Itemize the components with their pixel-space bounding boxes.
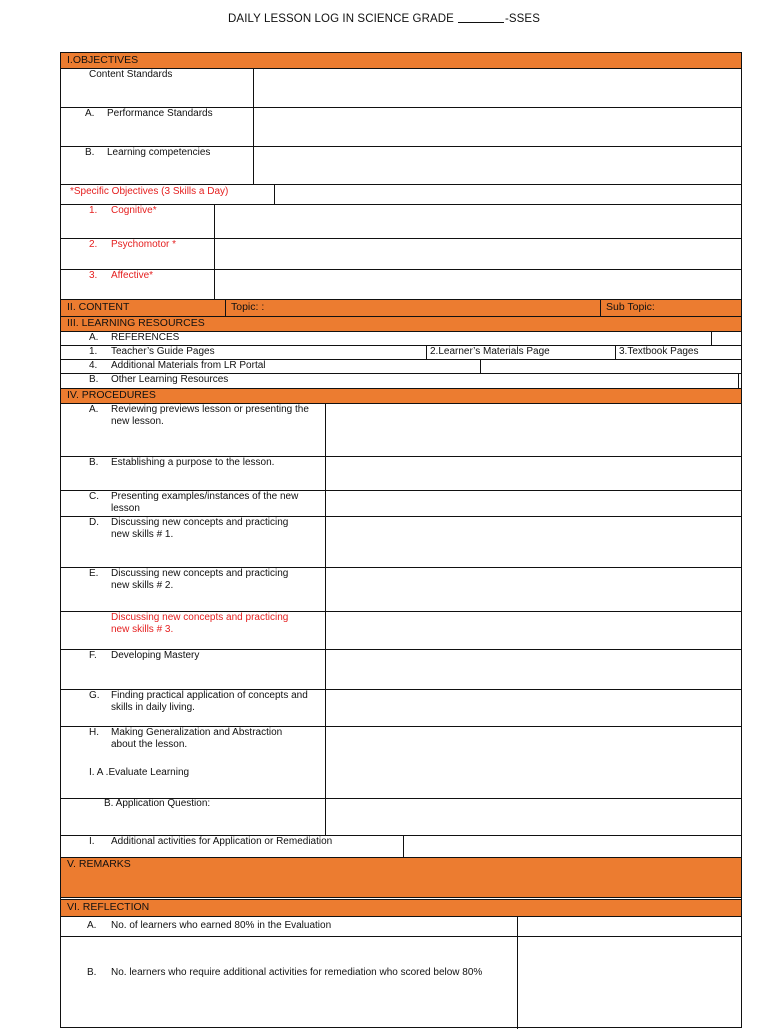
lesson-log-table <box>60 52 742 1028</box>
procedure-b-label: Establishing a purpose to the lesson. <box>111 457 275 468</box>
procedure-g-label: Finding practical application of concepts and skills in daily living. <box>111 690 308 713</box>
reflection-header: VI. REFLECTION <box>67 901 150 913</box>
references-marker: A. <box>89 332 99 343</box>
affective-label: 3. Affective* <box>89 270 154 281</box>
procedure-c-marker: C. <box>89 491 99 502</box>
procedure-b-marker: B. <box>89 457 99 468</box>
lr-portal-label: 4. Additional Materials from LR Portal <box>89 360 266 371</box>
competencies-marker: B. <box>85 147 95 158</box>
other-resources-marker: B. <box>89 374 99 385</box>
topic-label: Topic: : <box>231 301 265 313</box>
performance-marker: A. <box>85 108 95 119</box>
psychomotor-label: 2. Psychomotor * <box>89 239 177 250</box>
affective-marker: 3. <box>89 270 98 281</box>
procedures-header: IV. PROCEDURES <box>67 389 156 401</box>
application-question-label: B. Application Question: <box>104 798 211 809</box>
remarks-header: V. REMARKS <box>67 858 131 870</box>
procedure-d-marker: D. <box>89 517 99 528</box>
procedure-c-label: Presenting examples/instances of the new lesson <box>111 491 299 514</box>
teachers-guide-marker: 1. <box>89 346 98 357</box>
procedure-i-marker: I. <box>89 836 95 847</box>
objectives-header: I.OBJECTIVES <box>67 54 139 66</box>
evaluate-learning-label: I. A .Evaluate Learning <box>89 767 190 778</box>
procedure-g-marker: G. <box>89 690 100 701</box>
cognitive-marker: 1. <box>89 205 98 216</box>
lr-portal-marker: 4. <box>89 360 98 371</box>
objectives-band <box>61 53 741 68</box>
cognitive-label: 1. Cognitive* <box>89 205 157 216</box>
reflection-b-label: No. learners who require additional activities for remediation who scored below 80% <box>111 967 483 978</box>
procedure-e-label: Discussing new concepts and practicing new skills # 2. <box>111 568 289 591</box>
textbook-pages-label: 3.Textbook Pages <box>619 346 699 357</box>
procedure-h-marker: H. <box>89 727 99 738</box>
learners-materials-label: 2.Learner’s Materials Page <box>430 346 550 357</box>
procedures-band <box>61 388 741 403</box>
page-title: DAILY LESSON LOG IN SCIENCE GRADE -SSES <box>228 13 540 25</box>
procedure-i-label: Additional activities for Application or Remediation <box>111 836 333 847</box>
remarks-band <box>61 857 741 897</box>
content-standards-label: Content Standards <box>89 69 173 80</box>
reflection-a-marker: A. <box>87 920 97 931</box>
other-resources-label: B. Other Learning Resources <box>89 374 229 385</box>
reflection-a-label: No. of learners who earned 80% in the Evaluation <box>111 920 332 931</box>
procedure-a-label: Reviewing previews lesson or presenting the new lesson. <box>111 404 309 427</box>
content-header: II. CONTENT <box>67 301 130 313</box>
sub-topic-label: Sub Topic: <box>606 301 655 313</box>
procedure-h-label: Making Generalization and Abstraction about the lesson. <box>111 727 283 750</box>
reflection-band <box>61 899 741 916</box>
performance-standards-label: A. Performance Standards <box>85 108 213 119</box>
procedure-f-marker: F. <box>89 650 97 661</box>
reflection-b-marker: B. <box>87 967 97 978</box>
specific-objectives-label: *Specific Objectives (3 Skills a Day) <box>70 186 229 197</box>
procedure-e-marker: E. <box>89 568 99 579</box>
grade-blank <box>458 22 504 23</box>
references-label: A. REFERENCES <box>89 332 180 343</box>
learning-competencies-label: B. Learning competencies <box>85 147 211 158</box>
teachers-guide-label: 1. Teacher’s Guide Pages <box>89 346 215 357</box>
procedure-a-marker: A. <box>89 404 99 415</box>
psychomotor-marker: 2. <box>89 239 98 250</box>
procedure-d-label: Discussing new concepts and practicing new skills # 1. <box>111 517 289 540</box>
procedure-e3-label: Discussing new concepts and practicing new skills # 3. <box>111 612 289 635</box>
resources-header: III. LEARNING RESOURCES <box>67 317 205 329</box>
procedure-f-label: Developing Mastery <box>111 650 200 661</box>
